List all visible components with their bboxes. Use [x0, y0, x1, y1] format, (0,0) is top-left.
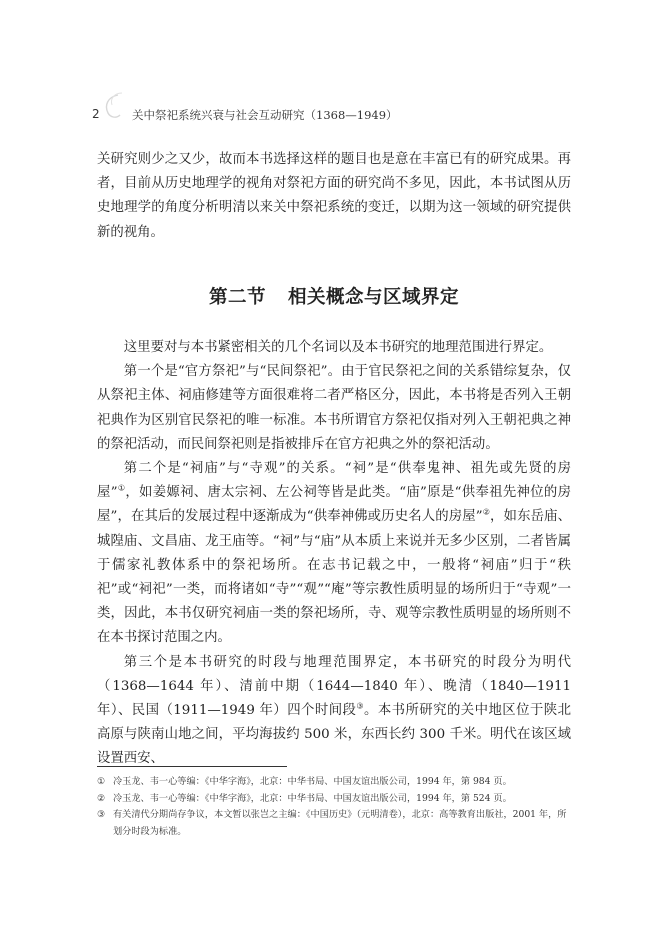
footnote-text: 有关清代分期尚存争议，本文暂以张岂之主编：《中国历史》（元明清卷），北京：高等教育出版社，2001 年，所划分时段为标准。: [113, 809, 567, 837]
text-run: ，如姜嫄祠、唐太宗祠、左公祠等皆是此类。“庙”原是“供奉祖先神位的房屋”，在其后的发展过程中逐渐成为“供奉神佛或历史名人的房屋”: [97, 485, 571, 525]
footnote-ref-3[interactable]: ③: [356, 701, 364, 711]
footnote-mark: ①: [97, 776, 106, 787]
section-heading: [97, 283, 571, 309]
paragraph-scope: 这里要对与本书紧密相关的几个名词以及本书研究的地理范围进行界定。: [123, 340, 553, 355]
footnote-divider: [97, 766, 287, 767]
paragraph-temples: [97, 457, 571, 651]
footnote-text: 冷玉龙、韦一心等编：《中华字海》，北京：中华书局、中国友谊出版公司，1994 年，第 984 页。: [113, 776, 512, 787]
footnote-text: 冷玉龙、韦一心等编：《中华字海》，北京：中华书局、中国友谊出版公司，1994 年，第 524 页。: [113, 792, 512, 804]
paragraph-official-folk-sacrifice: 第一个是“官方祭祀”与“民间祭祀”。由于官民祭祀之间的关系错综复杂，仅从祭祀主体、祠庙修建等方面很难将二者严格区分，因此，本书将是否列入王朝祀典作为区别官民祭祀的唯一标准。本书所谓官方祭祀仅指对列入王朝祀典之神的祭祀活动，而民间祭祀则是指被排斥在官方祀典之外的祭祀活动。: [97, 364, 571, 452]
intro-paragraph: 关研究则少之又少，故而本书选择这样的题目也是意在丰富已有的研究成果。再者，目前从历史地理学的视角对祭祀方面的研究尚不多见，因此，本书试图从历史地理学的角度分析明清以来关中祭祀系统的变迁，以期为这一领域的研究提供新的视角。: [97, 152, 571, 240]
text-run: ，如东岳庙、城隍庙、文昌庙、龙王庙等。“祠”与“庙”从本质上来说并无多少区别，二者皆属于儒家礼教体系中的祭祀场所。在志书记载之中，一般将“祠庙”归于“秩祀”或“祠祀”一类，而将诸如“寺”“观”“庵”等宗教性质明显的场所归于“寺观”一类，因此，本书仅研究祠庙一类的祭祀场所，寺、观等宗教性质明显的场所则不在本书探讨范围之内。: [97, 509, 572, 646]
footnote-mark: ③: [97, 809, 106, 821]
page-header: [92, 107, 621, 127]
section-body: [97, 336, 571, 772]
text-run: 第二个是“祠庙”与“寺观”的关系。“祠”是“供奉鬼神、祖先或先贤的房屋”: [97, 461, 571, 501]
text-run: 第三个是本书研究的时段与地理范围界定，本书研究的时段分为明代（1368—1644 年）、清前中期（1644—1840 年）、晚清（1840—1911 年）、民国（1911—1949 年）四个时间段: [97, 654, 571, 719]
footnote-item: [97, 791, 571, 808]
decorative-swirl-icon: [96, 89, 132, 125]
footnote-ref-2[interactable]: ②: [482, 507, 491, 517]
footnote-mark: ②: [97, 792, 106, 804]
text-run: 。本书所研究的关中地区位于陕北高原与陕南山地之间，平均海拔约 500 米，东西长约 300 千米。明代在该区域设置西安、: [97, 703, 572, 767]
paragraph-periods-region: [97, 651, 571, 772]
footnote-ref-1[interactable]: ①: [117, 483, 126, 493]
section-title: 相关概念与区域界定: [288, 287, 460, 308]
section-number: 第二节: [208, 287, 266, 308]
footnote-item: [97, 774, 571, 791]
intro-paragraph-block: [97, 148, 571, 245]
page-number: 2: [92, 107, 100, 121]
running-title: 关中祭祀系统兴衰与社会互动研究（1368—1949）: [132, 108, 398, 122]
footnotes: [97, 774, 571, 840]
footnote-item: [97, 807, 571, 840]
